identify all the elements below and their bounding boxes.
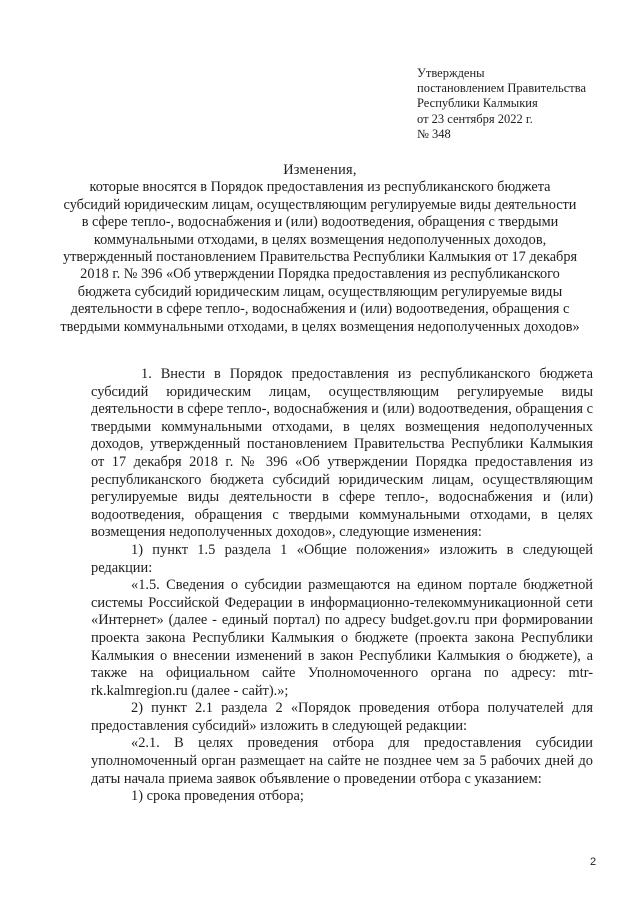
paragraph-3: «1.5. Сведения о субсидии размещаются на едином портале бюджетной системы Российской Федерации в информационно-телекоммуникационной сети «Интернет» (далее - единый портал) по адресу budget.gov.ru при формировании проекта закона Республики Калмыкия о бюджете (проекта закона Республики Калмыкия о внесении изменений в закон Республики Калмыкия о бюджете), а также на официальном сайте Уполномоченного органа по адресу: mtr-rk.kalmregion.ru (далее - сайт).»; — [91, 577, 593, 699]
approval-line: Республики Калмыкия — [417, 96, 538, 111]
approval-line: постановлением Правительства — [417, 81, 587, 96]
approval-stamp — [417, 66, 617, 142]
title-heading: Изменения, — [283, 162, 357, 178]
paragraph-1: 1. Внести в Порядок предоставления из республиканского бюджета субсидий юридическим лицам, осуществляющим регулируемые виды деятельности в сфере тепло-, водоснабжения и (или) водоотведения, обращения с твердыми коммунальными отходами, в целях возмещения недополученных доходов, утвержденный постановлением Правительства Республики Калмыкия от 17 декабря 2018 г. № 396 «Об утверждении Порядка предоставления из республиканского бюджета субсидий юридическим лицам, осуществляющим регулируемые виды деятельности в сфере тепло-, водоснабжения и (или) водоотведения, обращения с твердыми коммунальными отходами, в целях возмещения недополученных доходов», следующие изменения: — [91, 366, 593, 541]
approval-date: от 23 сентября 2022 г. — [417, 111, 533, 126]
paragraph-4: 2) пункт 2.1 раздела 2 «Порядок проведения отбора получателей для предоставления субсидий» изложить в следующей редакции: — [91, 700, 593, 734]
document-body — [91, 366, 593, 806]
paragraph-2: 1) пункт 1.5 раздела 1 «Общие положения» изложить в следующей редакции: — [91, 541, 593, 576]
paragraph-5: «2.1. В целях проведения отбора для предоставления субсидии уполномоченный орган размещает на сайте не позднее чем за 5 рабочих дней до даты начала приема заявок объявление о проведении отбора с указанием: — [91, 735, 593, 787]
document-title — [60, 162, 580, 336]
title-subtitle: которые вносятся в Порядок предоставления из республиканского бюджета субсидий юридическим лицам, осуществляющим регулируемые виды деятельности в сфере тепло-, водоснабжения и (или) водоотведения, обращения с твердыми коммунальными отходами, в целях возмещения недополученных доходов, утвержденный постановлением Правительства Республики Калмыкия от 17 декабря 2018 г. № 396 «Об утверждении Порядка предоставления из республиканского бюджета субсидий юридическим лицам, осуществляющим регулируемые виды деятельности в сфере тепло-, водоснабжения и (или) водоотведения, обращения с твердыми коммунальными отходами, в целях возмещения недополученных доходов» — [60, 179, 580, 335]
page-number: 2 — [590, 856, 597, 868]
approval-line: Утверждены — [417, 66, 485, 80]
approval-number: № 348 — [417, 126, 451, 141]
paragraph-6: 1) срока проведения отбора; — [131, 788, 304, 805]
